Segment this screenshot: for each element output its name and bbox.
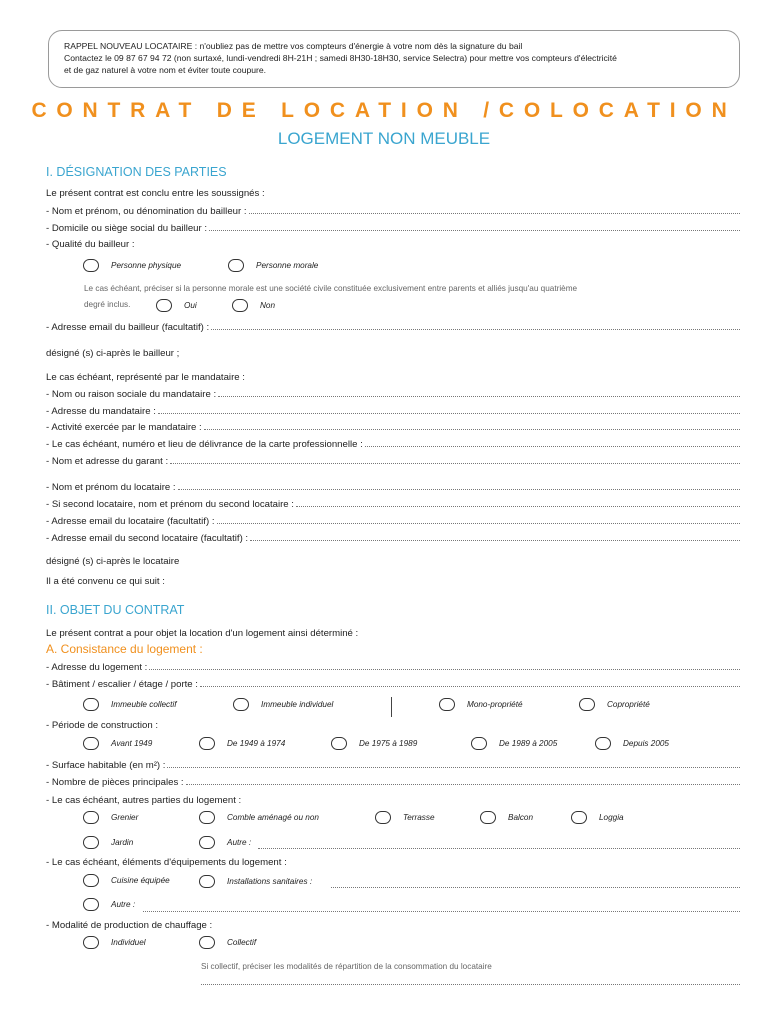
- morale-note-line-2: degré inclus.: [84, 300, 131, 309]
- batiment-line[interactable]: [200, 686, 740, 687]
- checkbox-jardin[interactable]: [83, 836, 99, 849]
- bailleur-name-field[interactable]: [46, 203, 740, 217]
- locataire-email-label: - Adresse email du locataire (facultatif) :: [46, 516, 215, 527]
- option-personne-physique[interactable]: [83, 259, 181, 272]
- mandataire-activite-line[interactable]: [204, 429, 740, 430]
- surface-line[interactable]: [167, 767, 740, 768]
- option-mono-propriete[interactable]: [439, 698, 523, 711]
- checkbox-chauffage-individuel[interactable]: [83, 936, 99, 949]
- pieces-field[interactable]: [46, 774, 740, 788]
- checkbox-avant-1949[interactable]: [83, 737, 99, 750]
- bailleur-domicile-line[interactable]: [209, 230, 740, 231]
- option-non[interactable]: [232, 299, 275, 312]
- surface-label: - Surface habitable (en m²) :: [46, 760, 166, 771]
- checkbox-1949-1974[interactable]: [199, 737, 215, 750]
- bailleur-name-line[interactable]: [249, 213, 740, 214]
- autres-parties-label: - Le cas échéant, autres parties du logement :: [46, 795, 242, 806]
- option-label: Loggia: [599, 813, 624, 822]
- garant-label: - Nom et adresse du garant :: [46, 456, 169, 467]
- option-balcon[interactable]: [480, 811, 533, 824]
- option-label: Copropriété: [607, 700, 650, 709]
- option-avant-1949[interactable]: [83, 737, 152, 750]
- garant-field[interactable]: [46, 453, 740, 467]
- bailleur-qualite-label: - Qualité du bailleur :: [46, 239, 135, 250]
- consistance-heading: A. Consistance du logement :: [46, 642, 203, 656]
- batiment-field[interactable]: [46, 676, 740, 690]
- objet-intro: Le présent contrat a pour objet la location d'un logement ainsi déterminé :: [46, 628, 359, 639]
- mandataire-nom-label: - Nom ou raison sociale du mandataire :: [46, 389, 217, 400]
- adresse-logement-line[interactable]: [149, 669, 740, 670]
- option-label: Autre :: [111, 900, 136, 909]
- periode-label: - Période de construction :: [46, 720, 158, 731]
- checkbox-personne-morale[interactable]: [228, 259, 244, 272]
- option-label: Terrasse: [403, 813, 435, 822]
- option-personne-morale[interactable]: [228, 259, 318, 272]
- mandataire-activite-field[interactable]: [46, 419, 740, 433]
- chauffage-label: - Modalité de production de chauffage :: [46, 920, 213, 931]
- section-parties-heading: I. DÉSIGNATION DES PARTIES: [46, 165, 227, 179]
- batiment-label: - Bâtiment / escalier / étage / porte :: [46, 679, 198, 690]
- mandataire-carte-field[interactable]: [46, 436, 740, 450]
- option-label: Jardin: [111, 838, 134, 847]
- option-immeuble-collectif[interactable]: [83, 698, 177, 711]
- option-immeuble-individuel[interactable]: [233, 698, 333, 711]
- adresse-logement-label: - Adresse du logement :: [46, 662, 148, 673]
- pieces-line[interactable]: [186, 784, 740, 785]
- mandataire-adresse-line[interactable]: [158, 413, 740, 414]
- checkbox-cuisine-equipee[interactable]: [83, 874, 99, 887]
- designe-locataire: désigné (s) ci-après le locataire: [46, 556, 180, 567]
- option-autre-equip[interactable]: [83, 898, 135, 911]
- bailleur-email-field[interactable]: [46, 319, 740, 333]
- option-label: De 1989 à 2005: [499, 739, 558, 748]
- locataire-nom-label: - Nom et prénom du locataire :: [46, 482, 176, 493]
- option-comble[interactable]: [199, 811, 319, 824]
- checkbox-copropriete[interactable]: [579, 698, 595, 711]
- option-label: Personne morale: [256, 261, 319, 270]
- option-label: Mono-propriété: [467, 700, 523, 709]
- option-label: De 1975 à 1989: [359, 739, 418, 748]
- mandataire-adresse-label: - Adresse du mandataire :: [46, 406, 156, 417]
- designe-bailleur: désigné (s) ci-après le bailleur ;: [46, 348, 180, 359]
- checkbox-1989-2005[interactable]: [471, 737, 487, 750]
- locataire-email-line[interactable]: [217, 523, 741, 524]
- checkbox-loggia[interactable]: [571, 811, 587, 824]
- option-cuisine-equipee[interactable]: [83, 874, 170, 887]
- option-label: Immeuble collectif: [111, 700, 177, 709]
- mandataire-nom-line[interactable]: [218, 396, 740, 397]
- locataire-nom-line[interactable]: [178, 489, 740, 490]
- checkbox-1975-1989[interactable]: [331, 737, 347, 750]
- chauffage-collectif-note: Si collectif, préciser les modalités de répartition de la consommation du locataire: [201, 962, 492, 971]
- second-locataire-line[interactable]: [296, 506, 740, 507]
- surface-field[interactable]: [46, 757, 740, 771]
- option-label: Depuis 2005: [623, 739, 669, 748]
- option-label: Non: [260, 301, 276, 310]
- second-email-field[interactable]: [46, 530, 740, 544]
- mandataire-adresse-field[interactable]: [46, 403, 740, 417]
- autre-parties-line[interactable]: [258, 847, 740, 849]
- checkbox-non[interactable]: [232, 299, 248, 312]
- morale-note-line-1: Le cas échéant, préciser si la personne morale est une société civile constituée exclusivement entre parents et alliés jusqu'au quatrième: [84, 284, 578, 293]
- option-label: Balcon: [508, 813, 534, 822]
- mandataire-intro: Le cas échéant, représenté par le mandataire :: [46, 372, 245, 383]
- document-subtitle: LOGEMENT NON MEUBLE: [277, 129, 491, 148]
- option-chauffage-collectif[interactable]: [199, 936, 256, 949]
- second-locataire-label: - Si second locataire, nom et prénom du second locataire :: [46, 499, 294, 510]
- locataire-nom-field[interactable]: [46, 479, 740, 493]
- option-label: Autre :: [227, 838, 252, 847]
- option-1989-2005[interactable]: [471, 737, 557, 750]
- type-separator: [391, 697, 392, 717]
- second-email-line[interactable]: [250, 540, 740, 541]
- checkbox-mono-propriete[interactable]: [439, 698, 455, 711]
- checkbox-autre-parties[interactable]: [199, 836, 215, 849]
- equipements-label: - Le cas échéant, éléments d'équipements du logement :: [46, 857, 287, 868]
- bailleur-domicile-label: - Domicile ou siège social du bailleur :: [46, 223, 208, 234]
- checkbox-immeuble-individuel[interactable]: [233, 698, 249, 711]
- checkbox-comble[interactable]: [199, 811, 215, 824]
- checkbox-immeuble-collectif[interactable]: [83, 698, 99, 711]
- reminder-line-1: RAPPEL NOUVEAU LOCATAIRE : n'oubliez pas de mettre vos compteurs d'énergie à votre nom dès la signature du bail: [64, 41, 523, 51]
- convenu-text: Il a été convenu ce qui suit :: [46, 576, 165, 587]
- option-jardin[interactable]: [83, 836, 133, 849]
- option-chauffage-individuel[interactable]: [83, 936, 146, 949]
- bailleur-domicile-field[interactable]: [46, 220, 740, 234]
- option-autre-parties[interactable]: [199, 836, 251, 849]
- option-label: Comble aménagé ou non: [227, 813, 319, 822]
- option-label: Individuel: [111, 938, 146, 947]
- bailleur-name-label: - Nom et prénom, ou dénomination du bailleur :: [46, 206, 247, 217]
- checkbox-installations-sanitaires[interactable]: [199, 875, 215, 888]
- pieces-label: - Nombre de pièces principales :: [46, 777, 184, 788]
- option-oui[interactable]: [156, 299, 197, 312]
- document-title: CONTRAT DE LOCATION /COLOCATION: [31, 99, 737, 122]
- option-label: Installations sanitaires :: [227, 877, 313, 886]
- garant-line[interactable]: [170, 463, 740, 464]
- option-grenier[interactable]: [83, 811, 138, 824]
- option-1975-1989[interactable]: [331, 737, 417, 750]
- checkbox-autre-equip[interactable]: [83, 898, 99, 911]
- option-label: Personne physique: [111, 261, 182, 270]
- option-terrasse[interactable]: [375, 811, 435, 824]
- option-1949-1974[interactable]: [199, 737, 285, 750]
- option-label: Grenier: [111, 813, 139, 822]
- locataire-email-field[interactable]: [46, 513, 740, 527]
- option-label: Cuisine équipée: [111, 876, 170, 885]
- checkbox-depuis-2005[interactable]: [595, 737, 611, 750]
- checkbox-personne-physique[interactable]: [83, 259, 99, 272]
- mandataire-nom-field[interactable]: [46, 386, 740, 400]
- mandataire-carte-label: - Le cas échéant, numéro et lieu de délivrance de la carte professionnelle :: [46, 439, 363, 450]
- bailleur-email-label: - Adresse email du bailleur (facultatif) :: [46, 322, 210, 333]
- parties-intro: Le présent contrat est conclu entre les soussignés :: [46, 188, 265, 199]
- option-label: Collectif: [227, 938, 257, 947]
- sanitaires-line[interactable]: [331, 886, 740, 888]
- adresse-logement-field[interactable]: [46, 659, 740, 673]
- bailleur-email-line[interactable]: [211, 329, 740, 330]
- option-copropriete[interactable]: [579, 698, 650, 711]
- checkbox-chauffage-collectif[interactable]: [199, 936, 215, 949]
- option-depuis-2005[interactable]: [595, 737, 669, 750]
- option-label: De 1949 à 1974: [227, 739, 286, 748]
- option-label: Oui: [184, 301, 197, 310]
- option-installations-sanitaires[interactable]: [199, 875, 312, 888]
- checkbox-oui[interactable]: [156, 299, 172, 312]
- reminder-line-3: et de gaz naturel à votre nom et éviter toute coupure.: [64, 65, 267, 75]
- checkbox-balcon[interactable]: [480, 811, 496, 824]
- option-loggia[interactable]: [571, 811, 624, 824]
- second-email-label: - Adresse email du second locataire (facultatif) :: [46, 533, 249, 544]
- mandataire-carte-line[interactable]: [365, 446, 740, 447]
- reminder-line-2: Contactez le 09 87 67 94 72 (non surtaxé, lundi-vendredi 8H-21H ; samedi 8H30-18H30, service Selectra) pour mettre vos compteurs d'électricité: [64, 53, 617, 63]
- autre-equip-line[interactable]: [143, 910, 740, 912]
- second-locataire-field[interactable]: [46, 496, 740, 510]
- checkbox-terrasse[interactable]: [375, 811, 391, 824]
- option-label: Avant 1949: [111, 739, 153, 748]
- section-objet-heading: II. OBJET DU CONTRAT: [46, 603, 185, 617]
- checkbox-grenier[interactable]: [83, 811, 99, 824]
- chauffage-repartition-line[interactable]: [201, 983, 740, 985]
- mandataire-activite-label: - Activité exercée par le mandataire :: [46, 422, 202, 433]
- option-label: Immeuble individuel: [261, 700, 334, 709]
